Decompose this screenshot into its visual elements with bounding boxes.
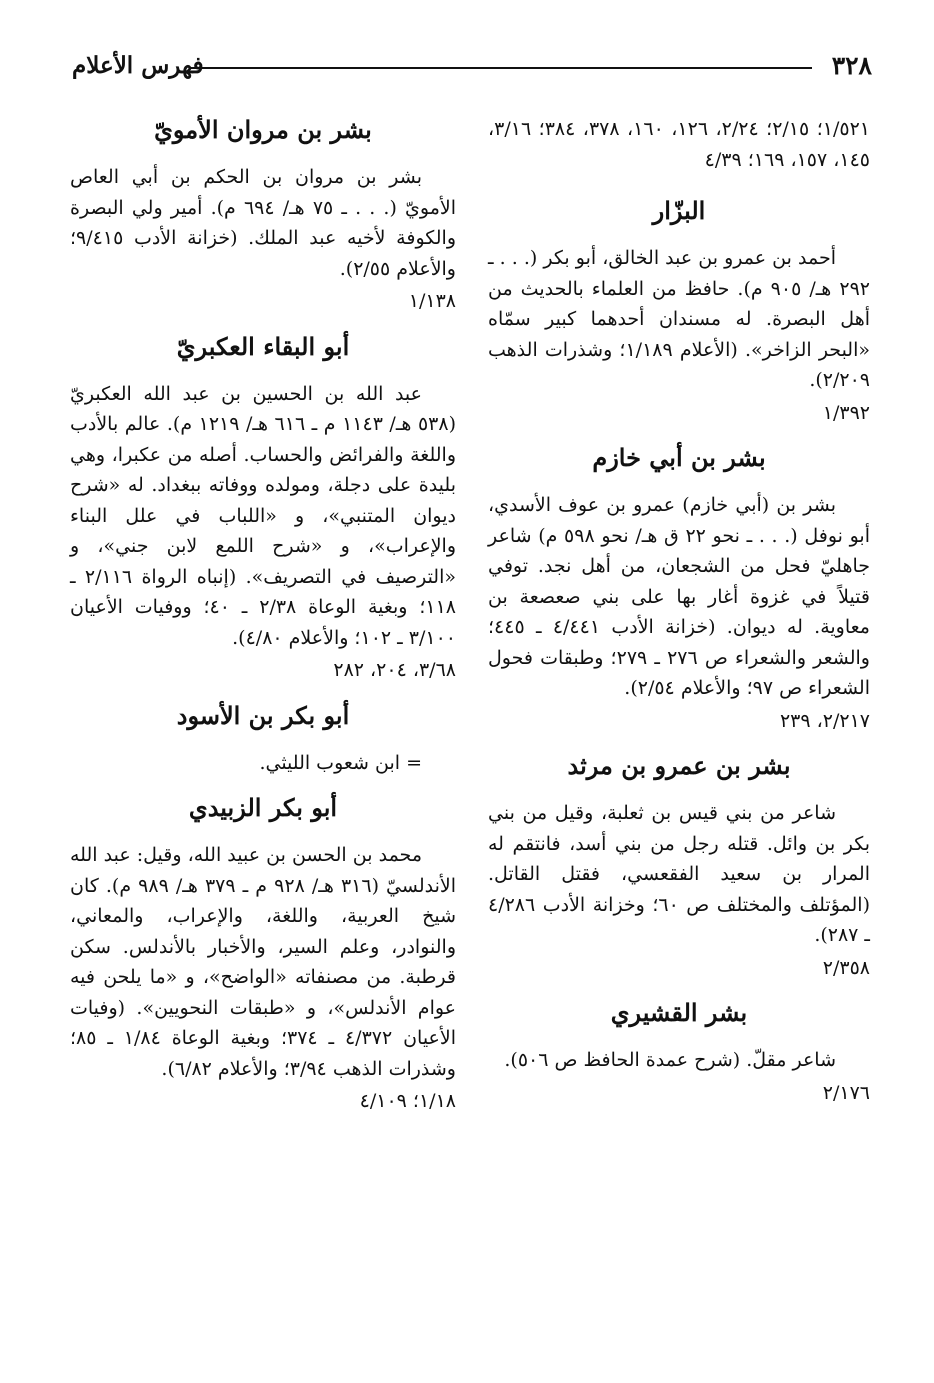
right-column <box>488 100 870 1118</box>
entry-body: بشر بن (أبي خازم) عمرو بن عوف الأسدي، أبو نوفل (. . . ـ نحو ٢٢ ق هـ/ نحو ٥٩٨ م) شاعر جاهليّ فحل من الشجعان، من أهل نجد. توفي قتيلاً في غزوة أغار بها على بني صعصعة بن معاوية. له ديوان. (خزانة الأدب ٤/٤٤١ ـ ٤٤٥؛ والشعر والشعراء ص ٢٧٦ ـ ٢٧٩؛ وطبقات فحول الشعراء ص ٩٧؛ والأعلام ٢/٥٤). <box>488 494 870 699</box>
entry-bishr-ibn-marwan <box>70 112 456 317</box>
entry-body: عبد الله بن الحسين بن عبد الله العكبريّ (٥٣٨ هـ/ ١١٤٣ م ـ ٦١٦ هـ/ ١٢١٩ م). عالم بالأدب واللغة والفرائض والحساب. أصله من عكبرا، وهي بليدة على دجلة، ومولده ووفاته ببغداد. له «شرح ديوان المتنبي»، و «اللباب في علل البناء والإعراب»، و «شرح اللمع لابن جني»، و «الترصيف في التصريف». (إنباه الرواة ٢/١١٦ ـ ١١٨؛ وبغية الوعاة ٢/٣٨ ـ ٤٠؛ ووفيات الأعيان ٣/١٠٠ ـ ١٠٢؛ والأعلام ٤/٨٠). <box>70 382 457 649</box>
entry-bishr-ibn-abi-khazim <box>488 440 870 736</box>
entry-title: بشر بن مروان الأمويّ <box>154 115 372 144</box>
left-column <box>70 100 456 1127</box>
entry-refs: ١/١٣٨ <box>408 290 456 312</box>
entry-title: البزّار <box>652 196 706 225</box>
entry-bazzar <box>488 193 870 428</box>
entry-title: بشر القشيري <box>610 998 748 1027</box>
entry-abu-al-baqa <box>70 329 456 686</box>
entry-title: أبو البقاء العكبريّ <box>176 331 350 361</box>
page-number: ٣٢٨ <box>831 51 872 80</box>
entry-body: شاعر من بني قيس بن ثعلبة، وقيل من بني بكر بن وائل. قتله رجل من بني أسد، فانتقم له المرار بن سعيد الفقعسي، فقتل القاتل. (المؤتلف والمختلف ص ٦٠؛ وخزانة الأدب ٤/٢٨٦ ـ ٢٨٧). <box>488 802 870 946</box>
entry-bishr-ibn-amr <box>488 748 870 983</box>
entry-refs: ١/٣٩٢ <box>822 401 870 424</box>
entry-refs: ٢/٢١٧، ٢٣٩ <box>779 709 870 732</box>
entry-body: أحمد بن عمرو بن عبد الخالق، أبو بكر (. . . ـ ٢٩٢ هـ/ ٩٠٥ م). حافظ من العلماء بالحديث من أهل البصرة. له مسندان أحدهما كبير سمّاه «البحر الزاخر». (الأعلام ١/١٨٩؛ وشذرات الذهب ٢/٢٠٩). <box>488 247 871 391</box>
entry-refs: ٢/١٧٦ <box>822 1081 870 1104</box>
running-head <box>72 48 872 84</box>
entry-abu-bakr-ibn-al-aswad <box>70 698 456 779</box>
entry-title: بشر بن عمرو بن مرثد <box>567 751 791 780</box>
entry-title: أبو بكر بن الأسود <box>176 700 350 730</box>
entry-abu-bakr-al-zubaydi <box>70 790 456 1117</box>
cross-reference: = ابن شعوب الليثي. <box>259 751 422 774</box>
entry-refs: ٣/٦٨، ٢٠٤، ٢٨٢ <box>333 659 456 681</box>
entry-body: شاعر مقلّ. (شرح عمدة الحافظ ص ٥٠٦). <box>504 1049 836 1071</box>
entry-body: بشر بن مروان بن الحكم بن أبي العاص الأمويّ (. . . ـ ٧٥ هـ/ ٦٩٤ م). أمير ولي البصرة والكوفة لأخيه عبد الملك. (خزانة الأدب ٩/٤١٥؛ والأعلام ٢/٥٥). <box>70 166 456 280</box>
running-title: فهرس الأعلام <box>72 52 204 79</box>
entry-body: محمد بن الحسن بن عبيد الله، وقيل: عبد الله الأندلسيّ (٣١٦ هـ/ ٩٢٨ م ـ ٣٧٩ هـ/ ٩٨٩ م). كان شيخ العربية، واللغة، والإعراب، والمعاني، والنوادر، وعلم السير، والأخبار بالأندلس. سكن قرطبة. من مصنفاته «الواضح»، و «ما يلحن فيه عوام الأندلس»، و «طبقات النحويين». (وفيات الأعيان ٤/٣٧٢ ـ ٣٧٤؛ وبغية الوعاة ١/٨٤ ـ ٨٥؛ وشذرات الذهب ٣/٩٤؛ والأعلام ٦/٨٢). <box>70 844 457 1080</box>
header-rule <box>190 67 812 69</box>
entry-bishr-al-qushayri <box>488 995 870 1108</box>
continuation-refs: ١/٥٢١؛ ٢/١٥؛ ٢/٢٤، ١٢٦، ١٦٠، ٣٧٨، ٣٨٤؛ ٣/١٦، ١٤٥، ١٥٧، ١٦٩؛ ٤/٣٩ <box>488 118 870 171</box>
entry-refs: ٢/٣٥٨ <box>822 956 870 979</box>
entry-title: بشر بن أبي خازم <box>592 443 766 472</box>
entry-refs: ١/١٨؛ ٤/١٠٩ <box>359 1090 456 1112</box>
entry-title: أبو بكر الزبيدي <box>188 793 338 822</box>
